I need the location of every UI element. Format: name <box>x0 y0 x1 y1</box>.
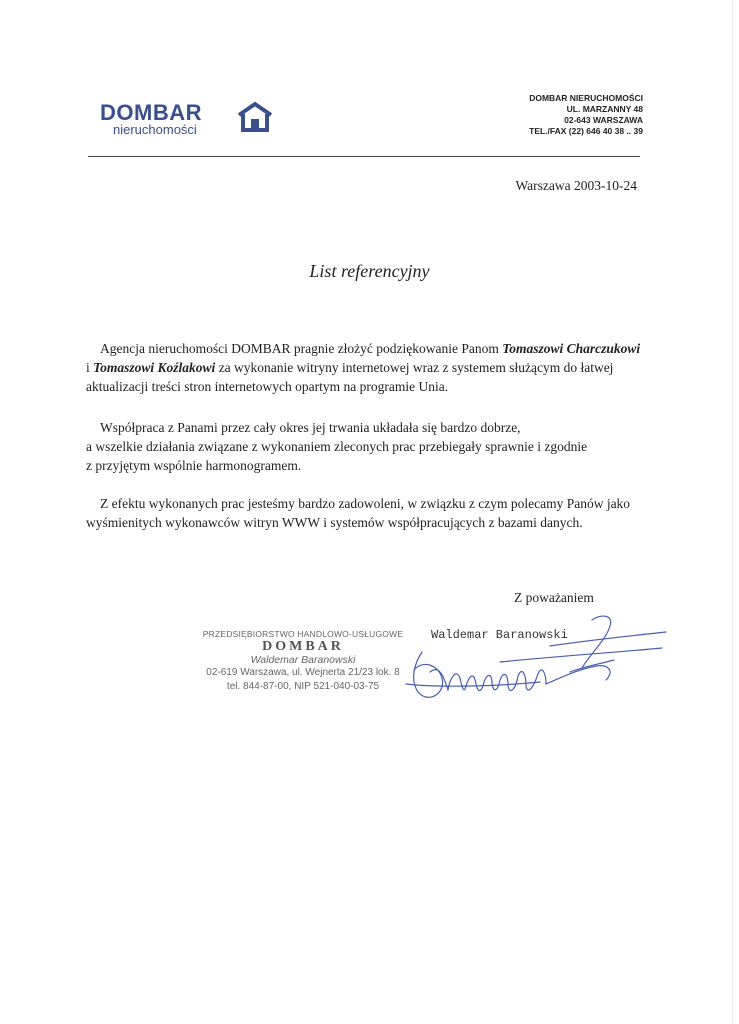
stamp-person: Waldemar Baranowski <box>250 654 356 666</box>
paragraph-1-text-c: za wykonanie witryny internetowej wraz z systemem służącym do łatwej aktualizacji treści stron internetowych opartym na programie Unia. <box>86 360 614 394</box>
paragraph-1 <box>86 339 646 396</box>
paragraph-1-text-a: Agencja nieruchomości DOMBAR pragnie złożyć podziękowanie Panom <box>100 341 503 356</box>
letter-date: Warszawa 2003-10-24 <box>515 178 637 193</box>
recipient-1: Tomaszowi Charczukowi <box>502 341 641 356</box>
stamp-phone: tel. 844-87-00, NIP 521-040-03-75 <box>226 681 380 692</box>
company-stamp <box>196 628 410 694</box>
paragraph-2-line-2: a wszelkie działania związane z wykonaniem zleconych prac przebiegały sprawnie i zgodnie <box>86 439 588 454</box>
logo-subtitle: nieruchomości <box>113 122 197 137</box>
logo-name: DOMBAR <box>100 100 202 125</box>
handwritten-signature <box>400 612 670 712</box>
paragraph-3 <box>86 494 646 532</box>
paragraph-2-line-3: z przyjętym wspólnie harmonogramem. <box>86 458 302 473</box>
closing-salutation: Z poważaniem <box>514 590 594 605</box>
recipient-2: Tomaszowi Koźlakowi <box>93 360 216 375</box>
stamp-company-name: DOMBAR <box>262 639 344 654</box>
signatory-name: Waldemar Baranowski <box>431 628 568 642</box>
stamp-address: 02-619 Warszawa, ul. Wejnerta 21/23 lok. 8 <box>206 667 400 678</box>
stamp-company-type: PRZEDSIĘBIORSTWO HANDLOWO-USŁUGOWE <box>202 629 404 639</box>
company-logo <box>100 100 280 150</box>
letter-title: List referencyjny <box>309 261 430 281</box>
company-city-line: 02-643 WARSZAWA <box>564 115 643 125</box>
paragraph-2 <box>86 418 646 475</box>
paragraph-1-text-b: i <box>86 360 94 375</box>
house-icon <box>235 101 275 133</box>
header-divider <box>88 156 640 157</box>
paragraph-3-text: Z efektu wykonanych prac jesteśmy bardzo zadowoleni, w związku z czym polecamy Panów jako wyśmienitych wykonawców witryn WWW i systemów współpracujących z bazami danych. <box>86 496 631 530</box>
page-edge <box>732 0 733 1024</box>
company-address <box>529 93 643 137</box>
paragraph-2-line-1 <box>86 418 646 437</box>
company-phone-line: TEL./FAX (22) 646 40 38 .. 39 <box>529 126 643 136</box>
company-name-line: DOMBAR NIERUCHOMOŚCI <box>529 93 643 103</box>
paragraph-2-line-1-text: Współpraca z Panami przez cały okres jej trwania układała się bardzo dobrze, <box>100 420 521 435</box>
company-street-line: UL. MARZANNY 48 <box>566 104 643 114</box>
